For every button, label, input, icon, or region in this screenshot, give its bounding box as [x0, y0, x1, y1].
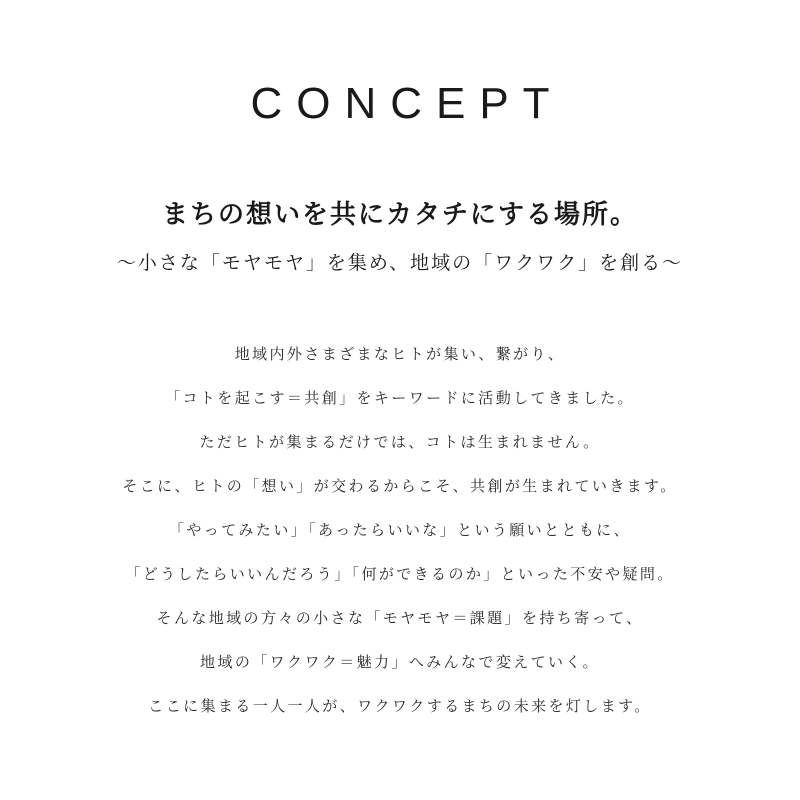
- body-line: 「やってみたい」「あったらいいな」という願いとともに、: [168, 521, 632, 539]
- body-line: 地域の「ワクワク＝魅力」へみんなで変えていく。: [200, 653, 600, 671]
- body-line: ただヒトが集まるだけでは、コトは生まれません。: [199, 433, 601, 451]
- body-line: そこに、ヒトの「想い」が交わるからこそ、共創が生まれていきます。: [122, 477, 678, 495]
- body-line: 「どうしたらいいんだろう」「何ができるのか」といった不安や疑問。: [125, 565, 675, 583]
- section-title: CONCEPT: [250, 79, 564, 128]
- body-line: ここに集まる一人一人が、ワクワクするまちの未来を灯します。: [148, 697, 652, 715]
- headline: まちの想いを共にカタチにする場所。: [161, 200, 638, 230]
- body-line: 地域内外さまざまなヒトが集い、繋がり、: [234, 345, 566, 363]
- subheadline: 〜小さな「モヤモヤ」を集め、地域の「ワクワク」を創る〜: [116, 252, 684, 274]
- body-line: そんな地域の方々の小さな「モヤモヤ＝課題」を持ち寄って、: [156, 609, 644, 627]
- body-line: 「コトを起こす＝共創」をキーワードに活動してきました。: [165, 389, 635, 407]
- body-text: [0, 340, 800, 736]
